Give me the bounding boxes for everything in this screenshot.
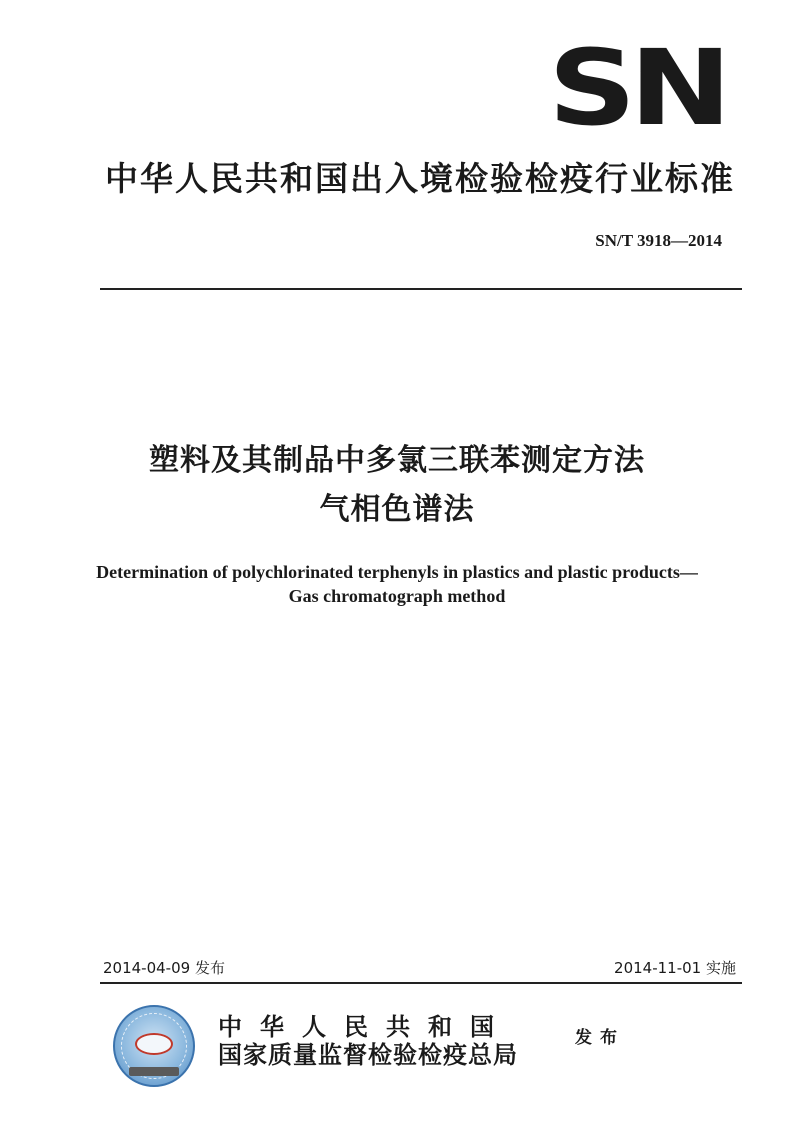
top-divider — [100, 288, 742, 290]
issue-action: 发布 — [575, 1028, 625, 1048]
standard-category-title: 中华人民共和国出入境检验检疫行业标准 — [105, 159, 735, 198]
bottom-divider — [100, 982, 742, 984]
standard-number: SN/T 3918—2014 — [595, 231, 722, 250]
anti-counterfeit-seal-icon — [113, 1005, 195, 1087]
document-title-en-line2: Gas chromatograph method — [288, 586, 506, 606]
document-title-cn-line1: 塑料及其制品中多氯三联苯测定方法 — [149, 443, 645, 478]
document-title-en-line1: Determination of polychlorinated terphenyls in plastics and plastic products— — [96, 562, 698, 582]
seal-band — [129, 1067, 179, 1076]
issuer-line1: 中华人民共和国 — [218, 1013, 512, 1041]
issuer-line2: 国家质量监督检验检疫总局 — [218, 1041, 518, 1069]
implementation-date: 2014-11-01 实施 — [614, 959, 736, 977]
issue-date: 2014-04-09 发布 — [103, 959, 225, 977]
sn-logo: SN — [548, 27, 725, 149]
seal-emblem — [135, 1033, 173, 1055]
document-title-cn-line2: 气相色谱法 — [319, 492, 475, 527]
